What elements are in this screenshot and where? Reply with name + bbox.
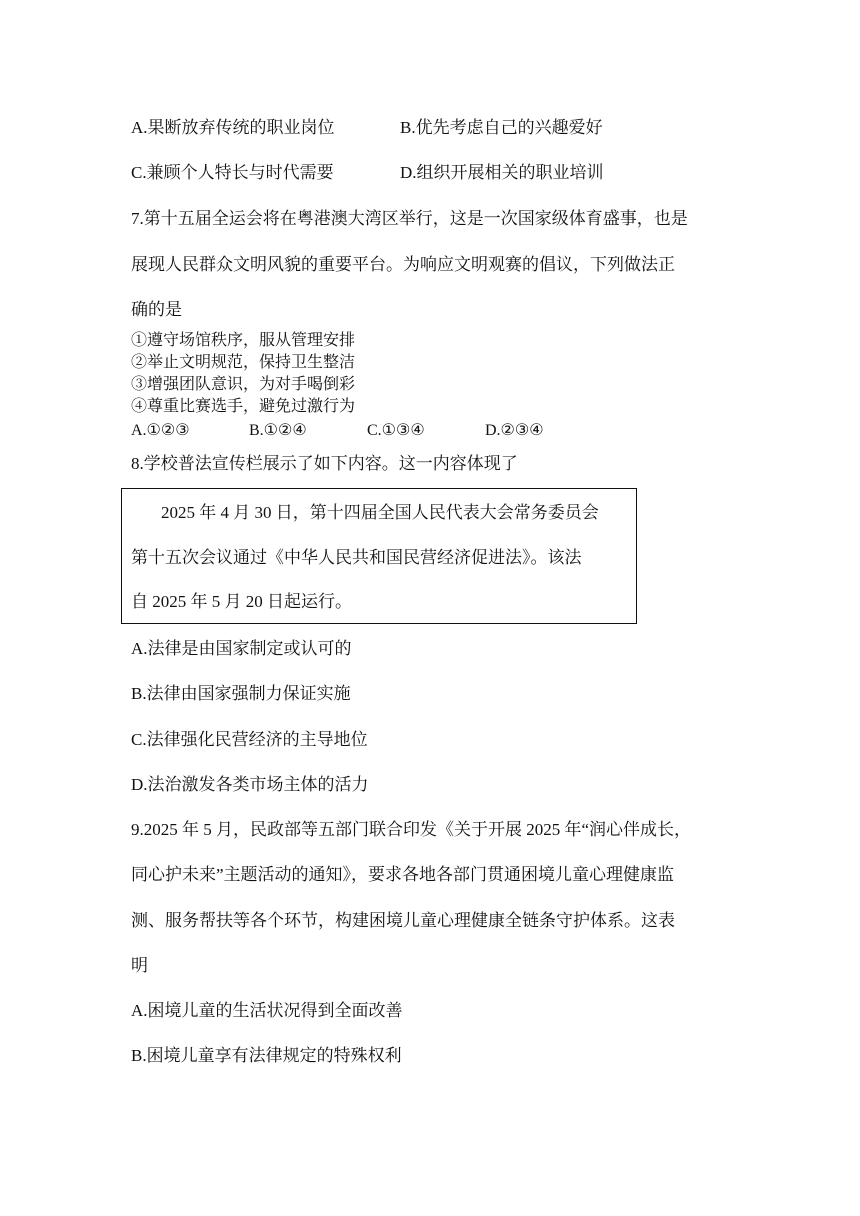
q6-option-b: B.优先考虑自己的兴趣爱好 — [400, 118, 603, 137]
q7-item-1: ①遵守场馆秩序，服从管理安排 — [131, 332, 356, 349]
q7-option-d: D.②③④ — [485, 422, 544, 439]
q8-option-b: B.法律由国家强制力保证实施 — [131, 684, 351, 703]
q7-option-a: A.①②③ — [131, 422, 190, 439]
q7-stem-line1: 7.第十五届全运会将在粤港澳大湾区举行，这是一次国家级体育盛事，也是 — [131, 209, 688, 228]
q9-option-b: B.困境儿童享有法律规定的特殊权利 — [131, 1046, 402, 1065]
q9-stem-line3: 测、服务帮扶等各个环节，构建困境儿童心理健康全链条守护体系。这表 — [131, 911, 675, 930]
q6-option-d: D.组织开展相关的职业培训 — [400, 163, 604, 182]
q9-stem-line2: 同心护未来”主题活动的通知》，要求各地各部门贯通困境儿童心理健康监 — [131, 865, 675, 884]
q7-stem-line2: 展现人民群众文明风貌的重要平台。为响应文明观赛的倡议，下列做法正 — [131, 255, 675, 274]
q6-option-c: C.兼顾个人特长与时代需要 — [131, 163, 334, 182]
q7-option-b: B.①②④ — [249, 422, 307, 439]
q8-box-line3: 自 2025 年 5 月 20 日起运行。 — [131, 592, 352, 611]
q7-stem-line3: 确的是 — [131, 300, 182, 319]
q6-option-a: A.果断放弃传统的职业岗位 — [131, 118, 335, 137]
q9-stem-line1: 9.2025 年 5 月，民政部等五部门联合印发《关于开展 2025 年“润心伴成长， — [131, 820, 692, 839]
q8-material-box — [121, 488, 637, 624]
q8-stem: 8.学校普法宣传栏展示了如下内容。这一内容体现了 — [131, 454, 518, 473]
q7-option-c: C.①③④ — [367, 422, 425, 439]
q8-option-d: D.法治激发各类市场主体的活力 — [131, 775, 369, 794]
q7-item-4: ④尊重比赛选手，避免过激行为 — [131, 398, 356, 415]
q8-box-line1: 2025 年 4 月 30 日，第十四届全国人民代表大会常务委员会 — [161, 503, 599, 522]
q8-box-line2: 第十五次会议通过《中华人民共和国民营经济促进法》。该法 — [131, 548, 582, 567]
q7-item-2: ②举止文明规范，保持卫生整洁 — [131, 354, 356, 371]
q8-option-a: A.法律是由国家制定或认可的 — [131, 639, 352, 658]
q8-option-c: C.法律强化民营经济的主导地位 — [131, 730, 368, 749]
q7-item-3: ③增强团队意识，为对手喝倒彩 — [131, 376, 356, 393]
q9-stem-line4: 明 — [131, 956, 148, 975]
q9-option-a: A.困境儿童的生活状况得到全面改善 — [131, 1001, 403, 1020]
